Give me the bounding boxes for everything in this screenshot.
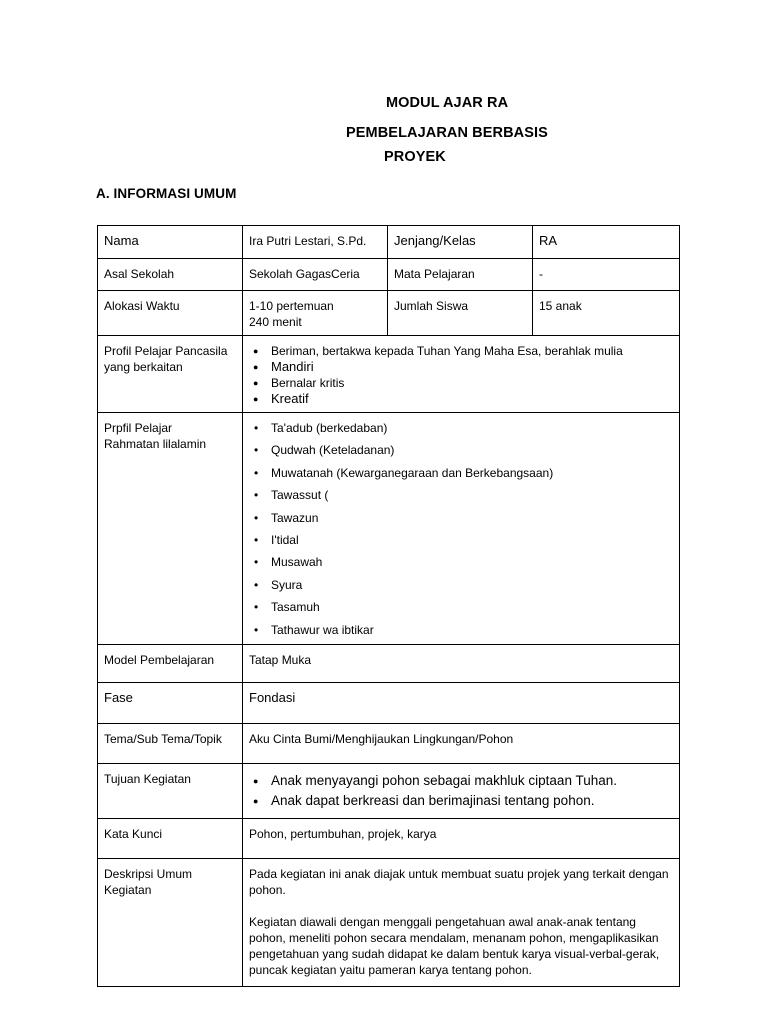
list-item: ● Kreatif	[249, 391, 673, 407]
fase-value: Fondasi	[243, 682, 680, 723]
tujuan-list	[249, 771, 673, 811]
tujuan-label: Tujuan Kegiatan	[98, 763, 243, 818]
alokasi-value	[243, 291, 388, 336]
mapel-label: Mata Pelajaran	[388, 259, 533, 291]
rahmatan-label-line-2: Rahmatan lilalamin	[104, 437, 207, 451]
table-row	[98, 413, 680, 645]
list-item: ● Anak menyayangi pohon sebagai makhluk ciptaan Tuhan.	[249, 771, 673, 791]
list-item: ● Beriman, bertakwa kepada Tuhan Yang Maha Esa, berahlak mulia	[249, 343, 673, 359]
table-row	[98, 644, 680, 682]
table-row	[98, 259, 680, 291]
table-row	[98, 818, 680, 858]
rahmatan-list	[249, 420, 673, 638]
table-row	[98, 723, 680, 763]
document-title-line-3: PROYEK	[384, 149, 446, 165]
section-heading: A. INFORMASI UMUM	[96, 186, 237, 201]
fase-label: Fase	[98, 682, 243, 723]
nama-value: Ira Putri Lestari, S.Pd.	[243, 226, 388, 259]
rahmatan-value	[243, 413, 680, 645]
list-item: ● Bernalar kritis	[249, 375, 673, 391]
rahmatan-label-line-1: Prpfil Pelajar	[104, 421, 173, 435]
kunci-label: Kata Kunci	[98, 818, 243, 858]
list-item: • Ta'adub (berkedaban)	[249, 420, 673, 436]
asal-value: Sekolah GagasCeria	[243, 259, 388, 291]
list-item: ● Anak dapat berkreasi dan berimajinasi tentang pohon.	[249, 791, 673, 811]
mapel-value: -	[533, 259, 680, 291]
list-item: • I'tidal	[249, 532, 673, 548]
document-title-line-1: MODUL AJAR RA	[386, 95, 509, 111]
list-item: • Musawah	[249, 554, 673, 570]
siswa-value: 15 anak	[533, 291, 680, 336]
profil-value	[243, 336, 680, 413]
deskripsi-value	[243, 858, 680, 986]
list-item: • Tathawur wa ibtikar	[249, 622, 673, 638]
alokasi-menit: 240 menit	[249, 315, 302, 329]
deskripsi-paragraph-1: Pada kegiatan ini anak diajak untuk membuat suatu projek yang terkait dengan pohon.	[249, 866, 669, 897]
list-item: • Muwatanah (Kewarganegaraan dan Berkebangsaan)	[249, 465, 673, 481]
list-item: ● Mandiri	[249, 359, 673, 375]
deskripsi-paragraph-2: Kegiatan diawali dengan menggali pengetahuan awal anak-anak tentang pohon, meneliti pohon secara mendalam, menanam pohon, mengaplikasikan pengetahuan yang sudah didapat ke dalam bentuk karya visual-verbal-gerak, puncak kegiatan yaitu pameran karya tentang pohon.	[249, 914, 660, 977]
profil-label: Profil Pelajar Pancasila yang berkaitan	[98, 336, 243, 413]
table-row	[98, 682, 680, 723]
table-row	[98, 291, 680, 336]
tujuan-value	[243, 763, 680, 818]
table-row	[98, 763, 680, 818]
model-label: Model Pembelajaran	[98, 644, 243, 682]
asal-label: Asal Sekolah	[98, 259, 243, 291]
table-row	[98, 226, 680, 259]
jenjang-value: RA	[533, 226, 680, 259]
table-row	[98, 336, 680, 413]
tema-value: Aku Cinta Bumi/Menghijaukan Lingkungan/Pohon	[243, 723, 680, 763]
list-item: • Qudwah (Keteladanan)	[249, 442, 673, 458]
list-item: • Tawazun	[249, 510, 673, 526]
model-value: Tatap Muka	[243, 644, 680, 682]
kunci-value: Pohon, pertumbuhan, projek, karya	[243, 818, 680, 858]
table-row	[98, 858, 680, 986]
deskripsi-label: Deskripsi Umum Kegiatan	[98, 858, 243, 986]
rahmatan-label	[98, 413, 243, 645]
list-item: • Tasamuh	[249, 599, 673, 615]
siswa-label: Jumlah Siswa	[388, 291, 533, 336]
jenjang-label: Jenjang/Kelas	[388, 226, 533, 259]
information-table	[97, 225, 680, 987]
document-title-line-2: PEMBELAJARAN BERBASIS	[346, 125, 548, 141]
profil-list	[249, 343, 673, 407]
list-item: • Tawassut (	[249, 487, 673, 503]
tema-label: Tema/Sub Tema/Topik	[98, 723, 243, 763]
nama-label: Nama	[98, 226, 243, 259]
list-item: • Syura	[249, 577, 673, 593]
alokasi-pertemuan: 1-10 pertemuan	[249, 299, 334, 313]
alokasi-label: Alokasi Waktu	[98, 291, 243, 336]
